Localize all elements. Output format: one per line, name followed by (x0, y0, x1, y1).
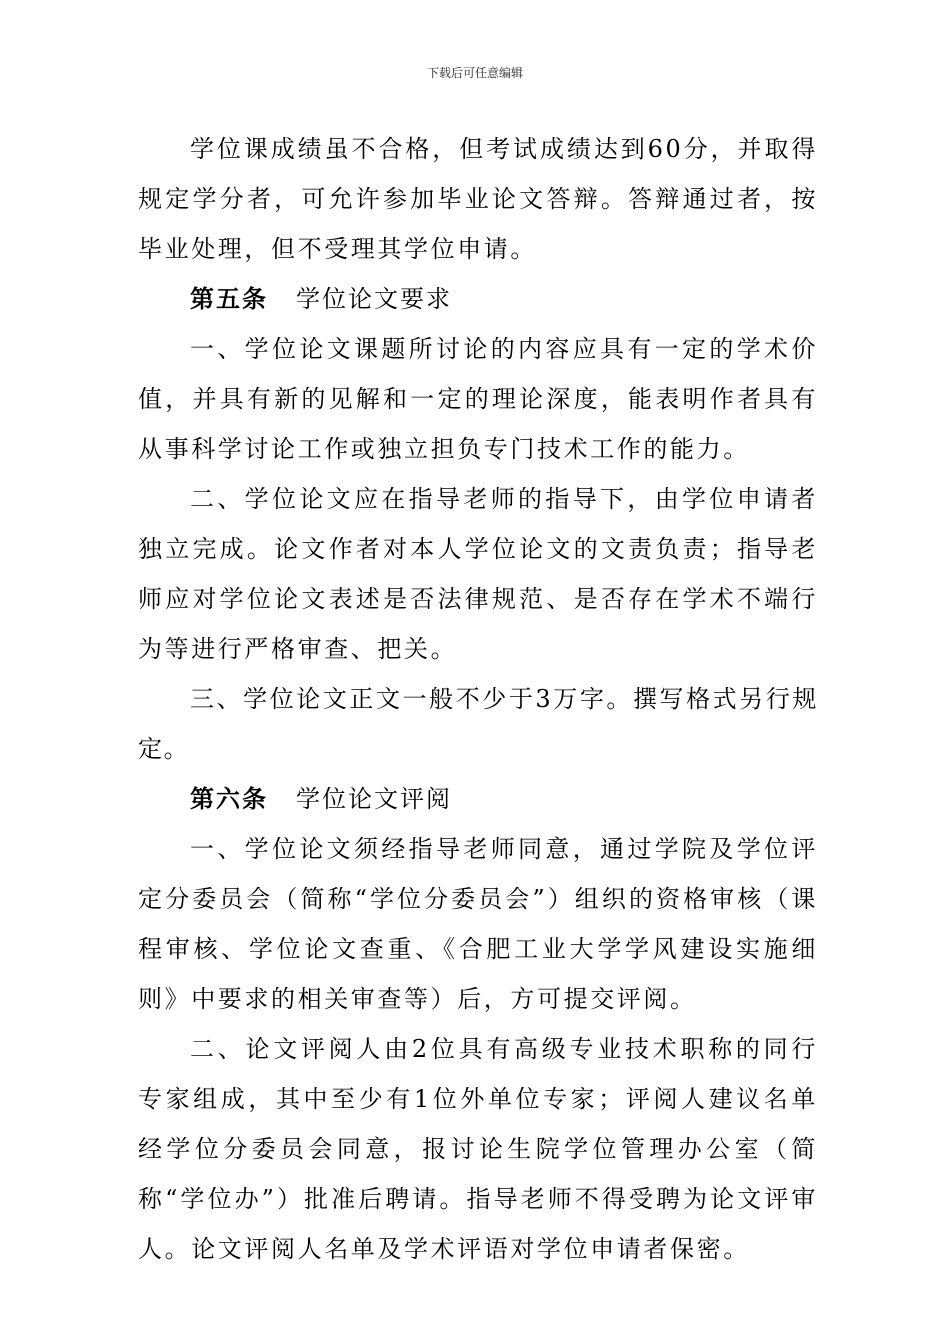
paragraph-degree-course-grades: 学位课成绩虽不合格，但考试成绩达到60分，并取得规定学分者，可允许参加毕业论文答辩。答辩通过者，按毕业处理，但不受理其学位申请。 (138, 135, 818, 263)
article-6-heading (138, 774, 818, 824)
article-5-title: 学位论文要求 (296, 285, 452, 313)
paragraph-thesis-requirement-3: 三、学位论文正文一般不少于3万字。撰写格式另行规定。 (138, 685, 818, 763)
document-body (138, 124, 818, 1274)
page-header: 下载后可任意编辑 (426, 66, 523, 80)
paragraph-thesis-requirement-1: 一、学位论文课题所讨论的内容应具有一定的学术价值，并具有新的见解和一定的理论深度，能表明作者具有从事科学讨论工作或独立担负专门技术工作的能力。 (138, 335, 818, 463)
article-6-number: 第六条 (190, 784, 268, 813)
paragraph-thesis-review-2: 二、论文评阅人由2位具有高级专业技术职称的同行专家组成，其中至少有1位外单位专家；评阅人建议名单经学位分委员会同意，报讨论生院学位管理办公室（简称“学位办”）批准后聘请。指导老师不得受聘为论文评审人。论文评阅人名单及学术评语对学位申请者保密。 (138, 1035, 818, 1263)
paragraph-thesis-requirement-2: 二、学位论文应在指导老师的指导下，由学位申请者独立完成。论文作者对本人学位论文的文责负责；指导老师应对学位论文表述是否法律规范、是否存在学术不端行为等进行严格审查、把关。 (138, 485, 818, 663)
article-5-heading (138, 274, 818, 324)
paragraph-thesis-review-1: 一、学位论文须经指导老师同意，通过学院及学位评定分委员会（简称“学位分委员会”）组织的资格审核（课程审核、学位论文查重、《合肥工业大学学风建设实施细则》中要求的相关审查等）后，方可提交评阅。 (138, 835, 818, 1013)
article-6-title: 学位论文评阅 (296, 785, 452, 813)
article-5-number: 第五条 (190, 284, 268, 313)
